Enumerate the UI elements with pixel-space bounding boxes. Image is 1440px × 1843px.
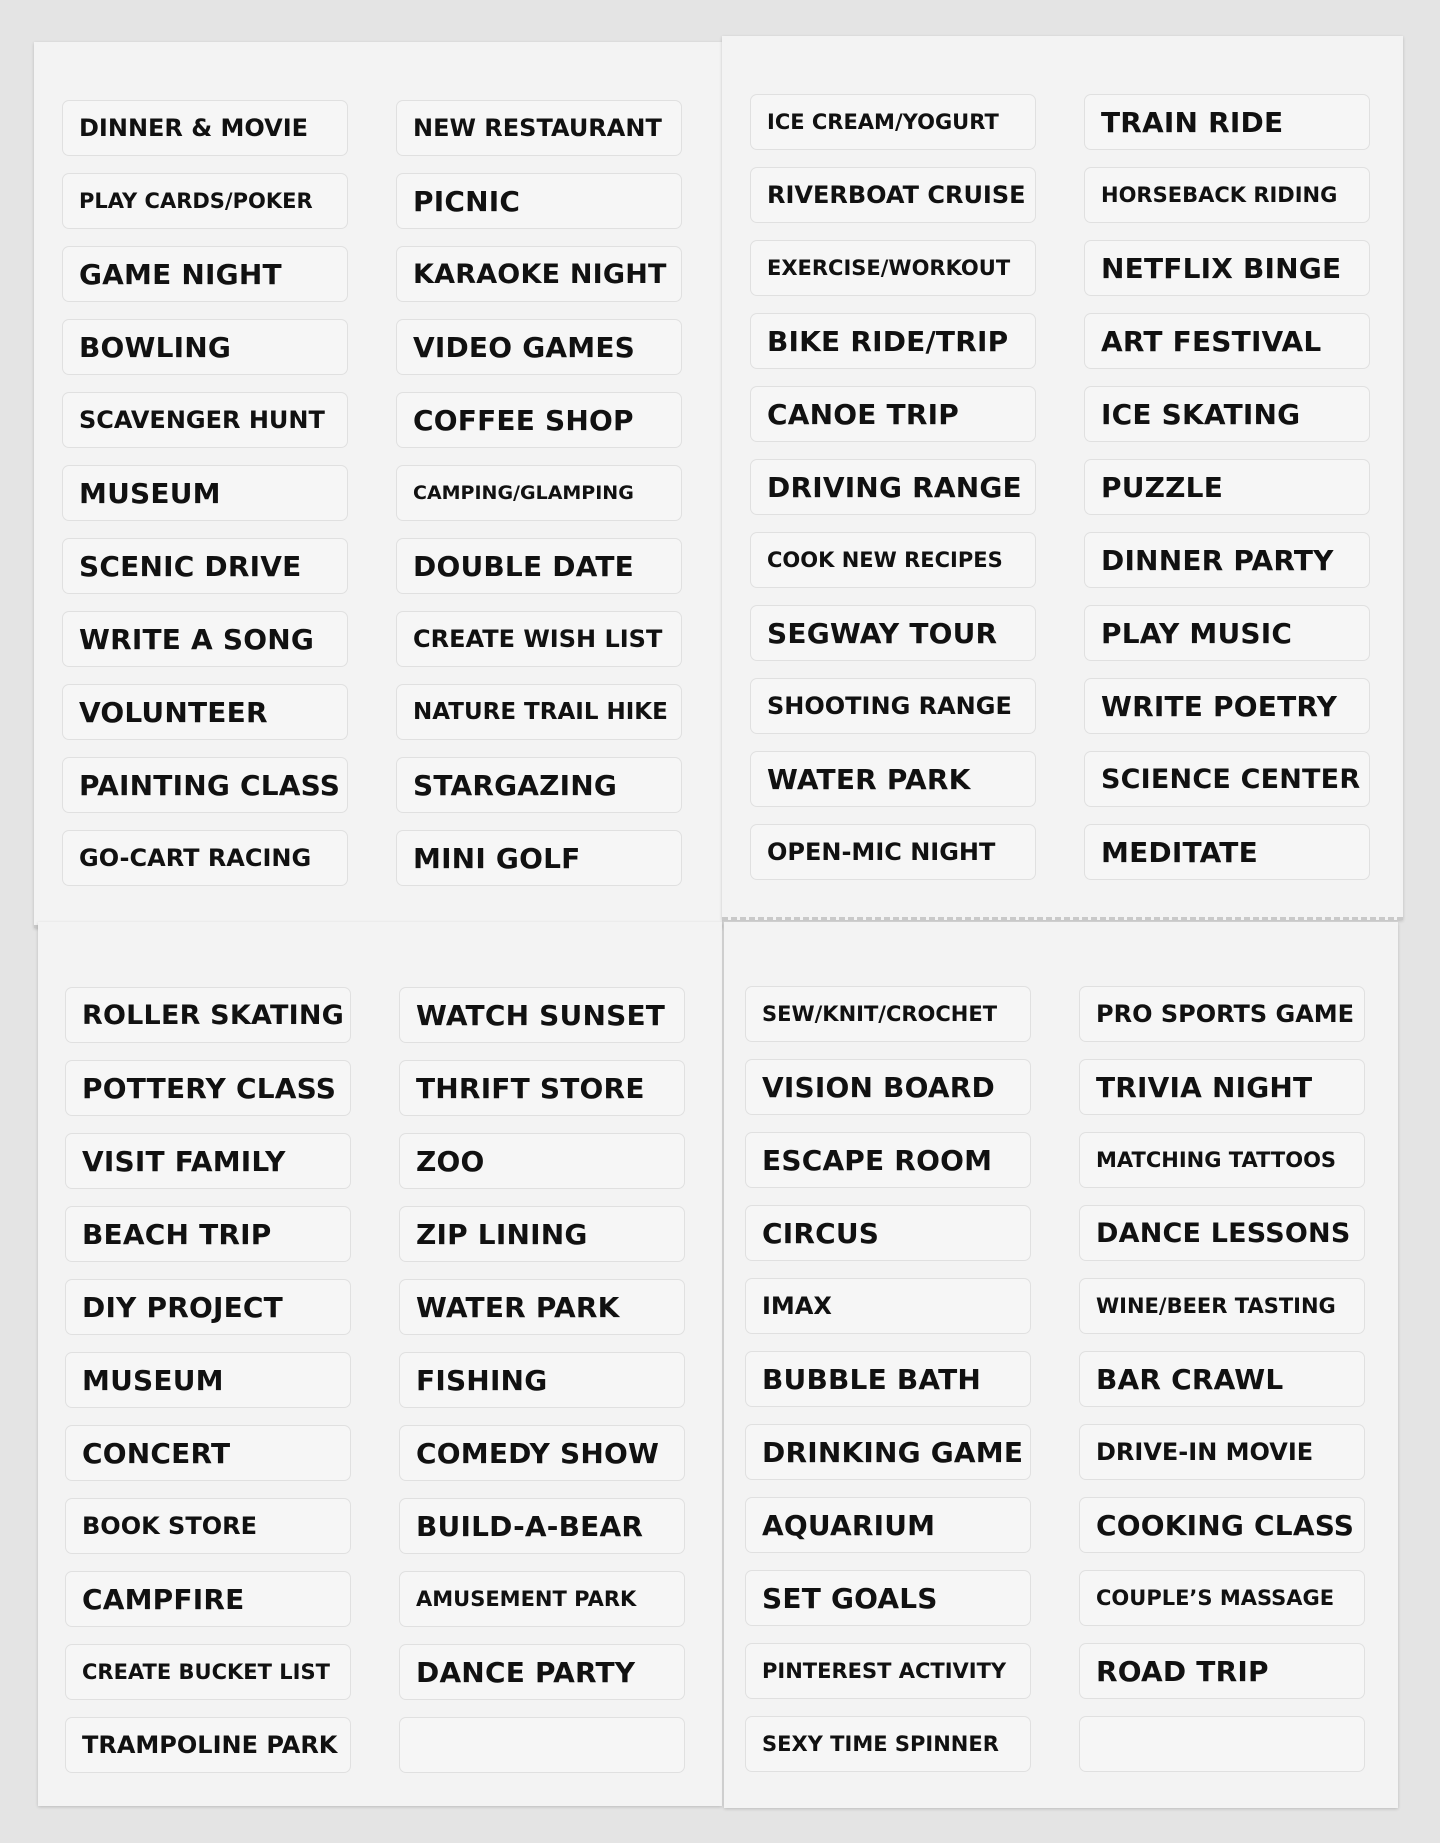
label-text: DANCE LESSONS [1096,1217,1351,1249]
label-text: CAMPFIRE [82,1582,245,1616]
label-text: SCAVENGER HUNT [79,406,325,434]
date-idea-label [62,246,348,302]
date-idea-label [1079,1570,1365,1626]
label-text: COOKING CLASS [1096,1508,1355,1542]
date-idea-label [1079,1497,1365,1553]
label-text: SEXY TIME SPINNER [762,1732,999,1756]
label-text: VISION BOARD [762,1070,995,1104]
date-idea-label [745,1059,1031,1115]
date-idea-label [745,1205,1031,1261]
date-idea-label [1084,532,1370,588]
date-idea-label [396,246,682,302]
label-text: BEACH TRIP [82,1217,272,1251]
date-idea-label [1079,1424,1365,1480]
date-idea-label [65,1206,351,1262]
label-text: ZOO [416,1144,485,1178]
date-idea-label [396,611,682,667]
label-sheet-top-right [722,36,1403,920]
date-idea-label [1084,167,1370,223]
label-grid [62,100,682,886]
date-idea-label [750,678,1036,734]
date-idea-label [65,1717,351,1773]
date-idea-label [745,1570,1031,1626]
date-idea-label [65,1352,351,1408]
label-text: ICE CREAM/YOGURT [767,110,999,134]
label-text: DRINKING GAME [762,1435,1024,1469]
label-text: OPEN-MIC NIGHT [767,838,996,866]
date-idea-label [396,684,682,740]
date-idea-label [750,386,1036,442]
label-text: RIVERBOAT CRUISE [767,181,1026,209]
label-text: BOWLING [79,330,232,364]
label-text: DANCE PARTY [416,1655,636,1689]
label-text: WINE/BEER TASTING [1096,1294,1336,1318]
date-idea-label [399,987,685,1043]
blank-label [1079,1716,1365,1772]
date-idea-label [399,1498,685,1554]
label-text: GO-CART RACING [79,844,312,872]
date-idea-label [745,1132,1031,1188]
date-idea-label [65,1133,351,1189]
label-text: BAR CRAWL [1096,1362,1284,1396]
label-text: SEW/KNIT/CROCHET [762,1002,998,1026]
label-text: VISIT FAMILY [82,1144,286,1178]
label-text: AQUARIUM [762,1508,936,1542]
label-text: HORSEBACK RIDING [1101,183,1338,207]
date-idea-label [396,100,682,156]
label-text: PUZZLE [1101,470,1224,504]
date-idea-label [745,1716,1031,1772]
date-idea-label [745,1424,1031,1480]
date-idea-label [1084,678,1370,734]
label-text: TRAIN RIDE [1101,105,1284,139]
date-idea-label [65,987,351,1043]
blank-label [399,1717,685,1773]
date-idea-label [1079,1351,1365,1407]
label-text: TRIVIA NIGHT [1096,1070,1313,1104]
date-idea-label [1084,605,1370,661]
date-idea-label [750,532,1036,588]
label-text: DINNER & MOVIE [79,114,309,142]
label-text: BOOK STORE [82,1512,257,1540]
date-idea-label [1079,1278,1365,1334]
label-text: WATER PARK [767,762,971,796]
label-text: KARAOKE NIGHT [413,258,667,290]
date-idea-label [396,538,682,594]
label-text: NATURE TRAIL HIKE [413,699,668,725]
label-text: POTTERY CLASS [82,1071,337,1105]
label-grid [65,987,685,1773]
label-text: TRAMPOLINE PARK [82,1731,338,1759]
label-text: COOK NEW RECIPES [767,548,1003,572]
label-text: ESCAPE ROOM [762,1143,993,1177]
date-idea-label [396,173,682,229]
date-idea-label [62,319,348,375]
label-grid [745,986,1365,1772]
label-text: STARGAZING [413,768,618,802]
date-idea-label [62,684,348,740]
date-idea-label [745,1351,1031,1407]
date-idea-label [65,1279,351,1335]
date-idea-label [396,830,682,886]
date-idea-label [750,94,1036,150]
label-text: THRIFT STORE [416,1071,645,1105]
date-idea-label [1084,459,1370,515]
label-text: WATER PARK [416,1290,620,1324]
label-text: GAME NIGHT [79,257,282,291]
label-text: MINI GOLF [413,841,581,875]
date-idea-label [396,319,682,375]
date-idea-label [399,1644,685,1700]
label-text: CANOE TRIP [767,397,959,431]
label-text: SHOOTING RANGE [767,692,1012,720]
date-idea-label [65,1060,351,1116]
date-idea-label [1079,1132,1365,1188]
date-idea-label [745,986,1031,1042]
date-idea-label [745,1278,1031,1334]
label-text: DRIVING RANGE [767,470,1022,504]
date-idea-label [399,1425,685,1481]
label-text: CREATE WISH LIST [413,625,663,653]
label-sheet-bottom-left [38,922,722,1806]
label-text: DINNER PARTY [1101,543,1334,577]
date-idea-label [1084,386,1370,442]
label-sheet-top-left [34,42,722,928]
label-text: NEW RESTAURANT [413,114,662,142]
date-idea-label [1079,1643,1365,1699]
label-text: COFFEE SHOP [413,403,634,437]
date-idea-label [1079,1205,1365,1261]
label-text: WRITE POETRY [1101,689,1338,723]
date-idea-label [62,538,348,594]
date-idea-label [396,757,682,813]
date-idea-label [65,1498,351,1554]
date-idea-label [399,1133,685,1189]
date-idea-label [399,1352,685,1408]
date-idea-label [745,1643,1031,1699]
date-idea-label [62,611,348,667]
label-text: VIDEO GAMES [413,330,636,364]
label-text: VOLUNTEER [79,695,268,729]
label-text: MUSEUM [82,1363,224,1397]
label-text: MEDITATE [1101,835,1258,869]
label-text: PINTEREST ACTIVITY [762,1659,1007,1683]
label-text: BUILD-A-BEAR [416,1509,644,1543]
date-idea-label [1084,824,1370,880]
label-text: IMAX [762,1292,832,1320]
date-idea-label [1084,751,1370,807]
date-idea-label [1084,94,1370,150]
label-text: ICE SKATING [1101,397,1301,431]
label-text: AMUSEMENT PARK [416,1587,637,1611]
date-idea-label [1079,1059,1365,1115]
label-text: BIKE RIDE/TRIP [767,324,1009,358]
label-text: NETFLIX BINGE [1101,251,1342,285]
date-idea-label [62,100,348,156]
label-text: PICNIC [413,184,521,218]
label-text: FISHING [416,1363,548,1397]
label-text: WATCH SUNSET [416,998,666,1032]
date-idea-label [750,824,1036,880]
label-text: PLAY MUSIC [1101,616,1293,650]
label-text: ART FESTIVAL [1101,324,1322,358]
date-idea-label [399,1206,685,1262]
label-text: DOUBLE DATE [413,549,635,583]
date-idea-label [399,1571,685,1627]
label-sheet-bottom-right [724,922,1398,1808]
label-text: CONCERT [82,1436,231,1470]
label-text: SCIENCE CENTER [1101,763,1361,795]
label-text: COMEDY SHOW [416,1436,660,1470]
label-text: SET GOALS [762,1581,938,1615]
label-text: DRIVE-IN MOVIE [1096,1438,1314,1466]
label-text: SCENIC DRIVE [79,549,302,583]
label-text: PRO SPORTS GAME [1096,1000,1355,1028]
label-text: EXERCISE/WORKOUT [767,256,1011,280]
label-text: MUSEUM [79,476,221,510]
date-idea-label [62,757,348,813]
date-idea-label [62,465,348,521]
label-text: COUPLE’S MASSAGE [1096,1586,1335,1610]
label-text: CAMPING/GLAMPING [413,482,634,504]
label-text: WRITE A SONG [79,622,315,656]
date-idea-label [750,313,1036,369]
label-text: ROAD TRIP [1096,1654,1269,1688]
date-idea-label [65,1571,351,1627]
date-idea-label [62,830,348,886]
label-text: SEGWAY TOUR [767,616,998,650]
date-idea-label [396,392,682,448]
date-idea-label [750,459,1036,515]
date-idea-label [399,1279,685,1335]
label-text: ZIP LINING [416,1217,588,1251]
date-idea-label [750,167,1036,223]
date-idea-label [745,1497,1031,1553]
date-idea-label [1084,240,1370,296]
label-text: ROLLER SKATING [82,999,344,1031]
date-idea-label [65,1425,351,1481]
date-idea-label [750,751,1036,807]
label-text: CIRCUS [762,1216,880,1250]
date-idea-label [1079,986,1365,1042]
date-idea-label [62,173,348,229]
date-idea-label [750,605,1036,661]
date-idea-label [65,1644,351,1700]
label-text: MATCHING TATTOOS [1096,1148,1337,1172]
date-idea-label [62,392,348,448]
date-idea-label [396,465,682,521]
date-idea-label [399,1060,685,1116]
date-idea-label [1084,313,1370,369]
label-text: DIY PROJECT [82,1290,283,1324]
label-text: BUBBLE BATH [762,1362,982,1396]
date-idea-label [750,240,1036,296]
label-text: PAINTING CLASS [79,768,341,802]
label-text: PLAY CARDS/POKER [79,189,313,213]
label-grid [750,94,1370,880]
label-text: CREATE BUCKET LIST [82,1660,330,1684]
